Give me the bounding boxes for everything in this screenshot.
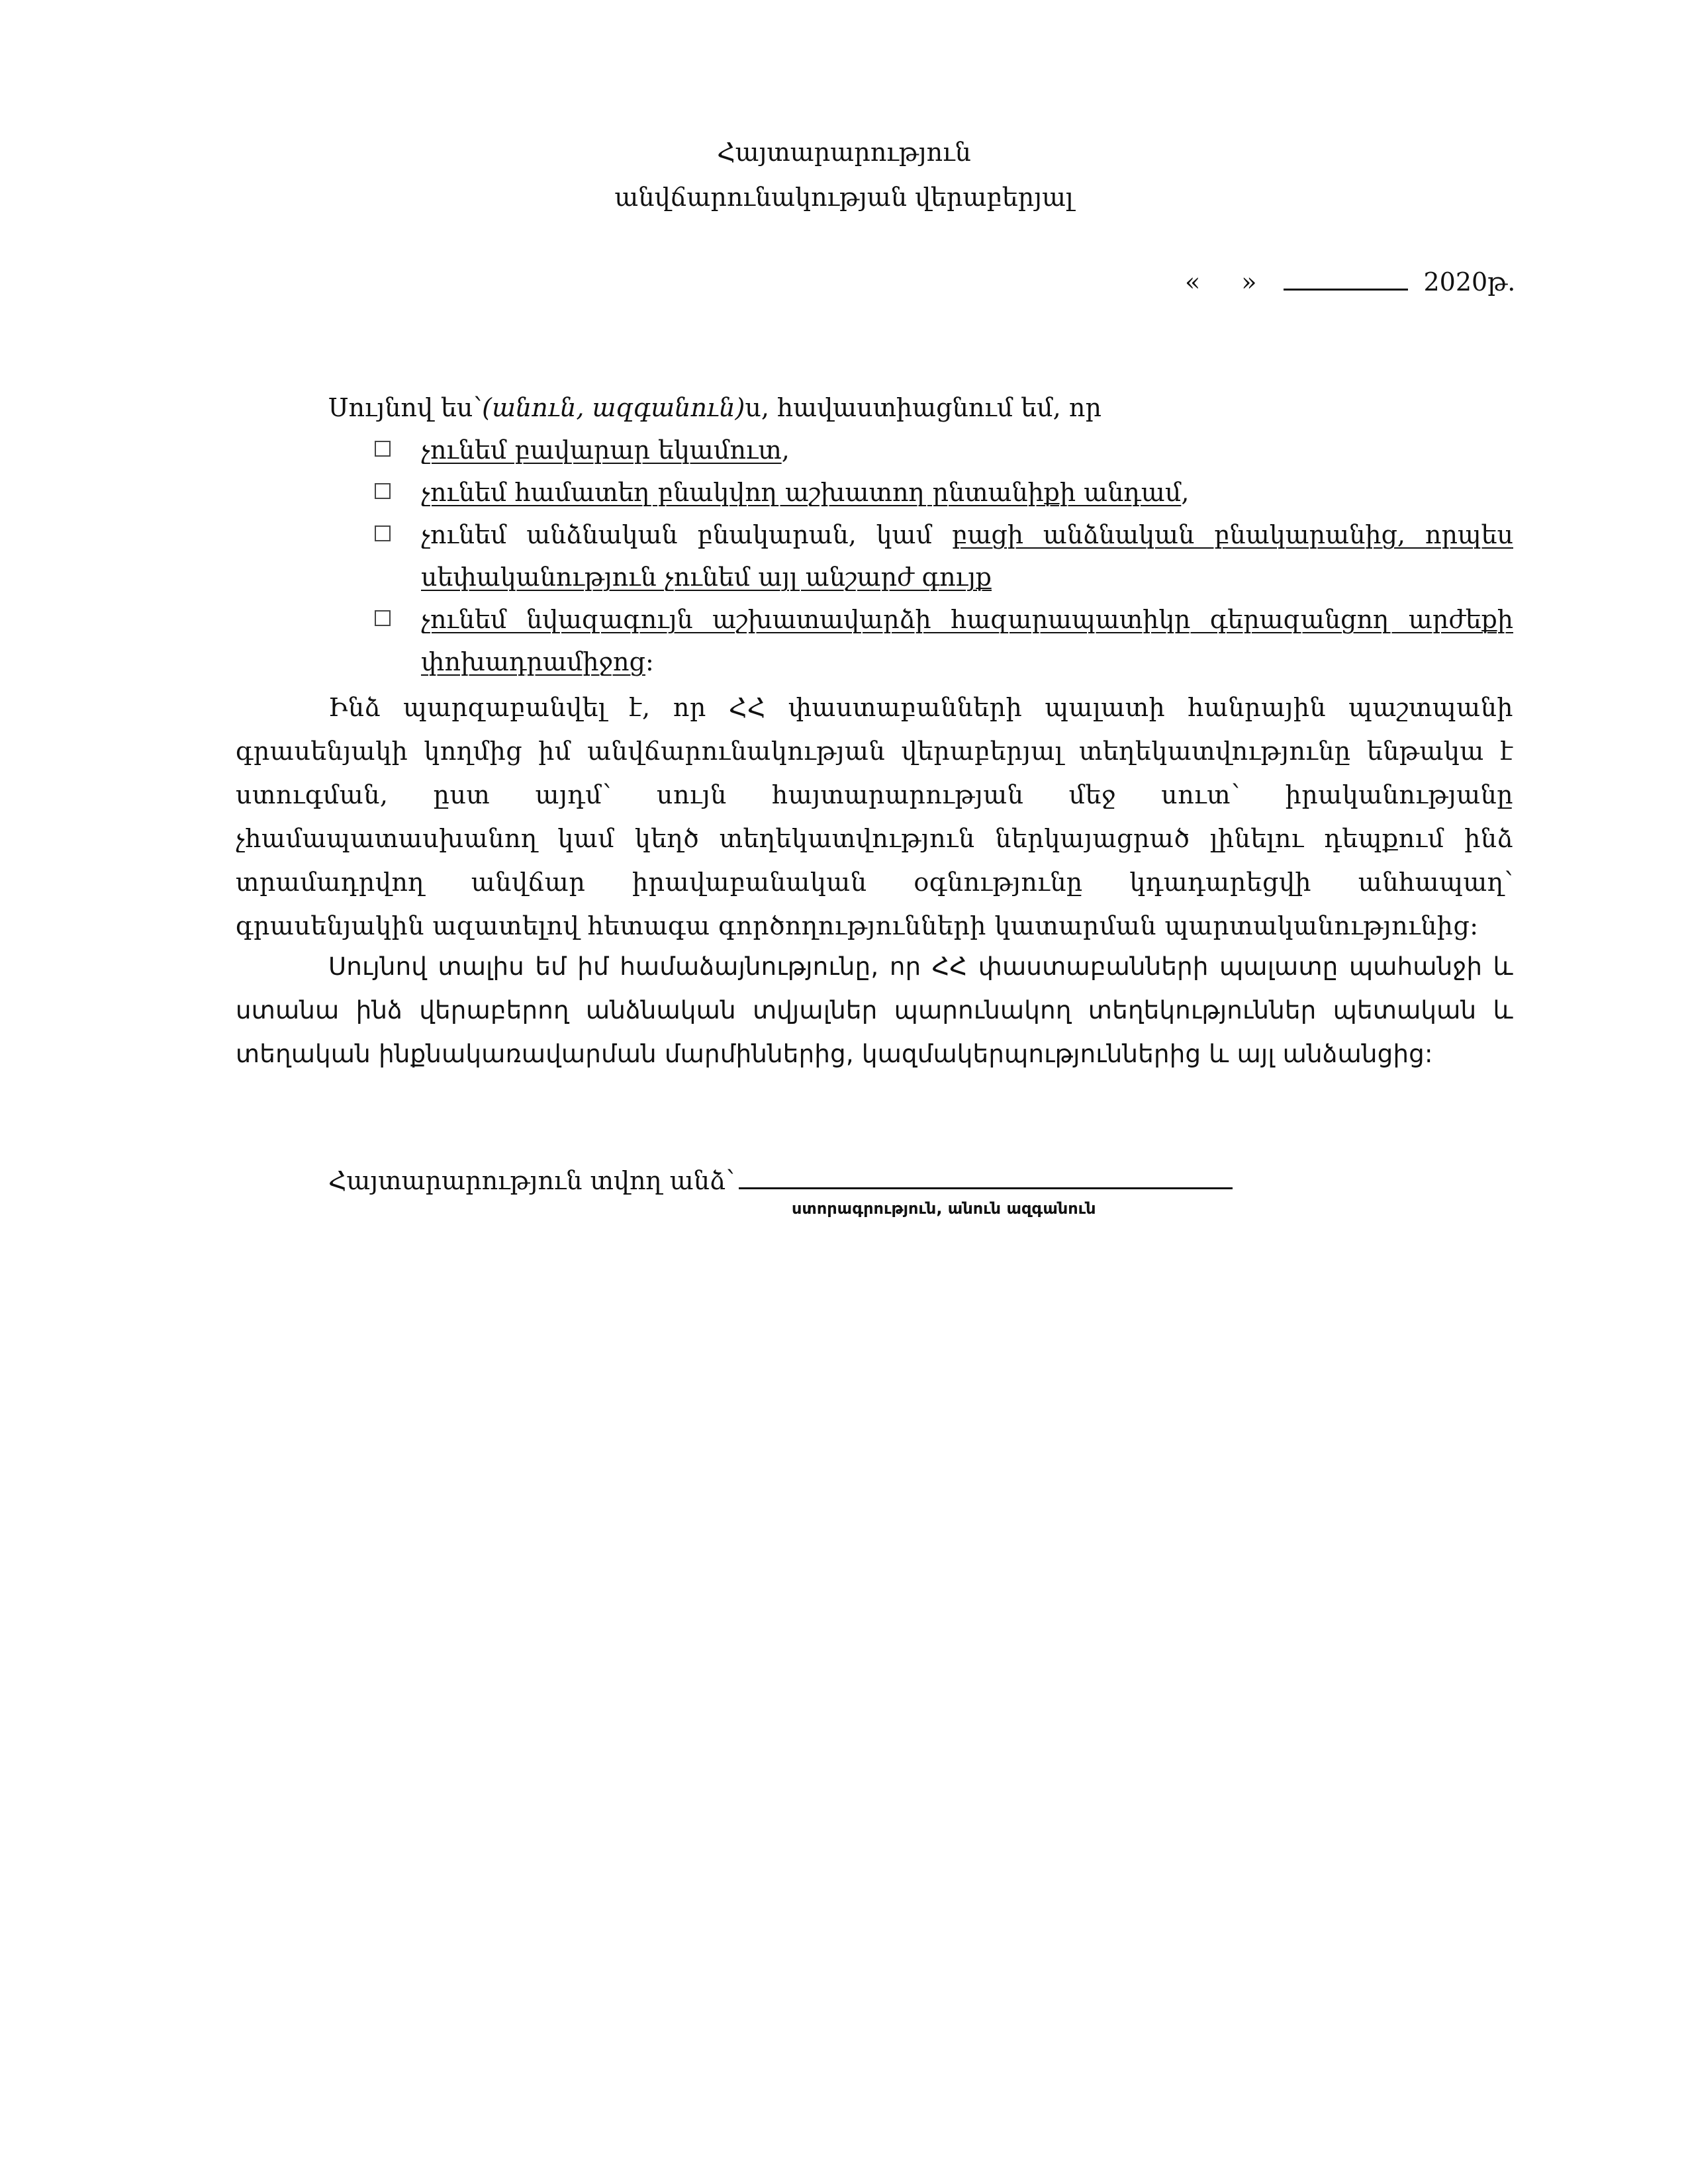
checklist-item-text-plain: չունեմ անձնական բնակարան, կամ	[421, 520, 952, 549]
date-open-quote: «	[1185, 267, 1201, 296]
title-line-2: անվճարունակության վերաբերյալ	[614, 183, 1074, 212]
title-line-1: Հայտարարություն	[717, 138, 971, 167]
clarification-paragraph: Ինձ պարզաբանվել է, որ ՀՀ փաստաբանների պալատի հանրային պաշտպանի գրասենյակի կողմից իմ անվճարունակության վերաբերյալ տեղեկատվությունը ենթակա է ստուգման, ըստ այդմ՝ սույն հայտարարության մեջ սուտ՝ իրականությանը չհամապատասխանող կամ կեղծ տեղեկատվություն ներկայացրած լինելու դեպքում ինձ տրամադրվող անվճար իրավաբանական օգնությունը կդադարեցվի անհապաղ՝ գրասենյակին ազատելով հետագա գործողությունների կատարման պարտականությունից:	[236, 693, 1513, 940]
checklist-item-text: չունեմ բավարար եկամուտ	[421, 435, 782, 465]
intro-suffix: ս, հավաստիացնում եմ, որ	[745, 393, 1102, 422]
intro-line	[328, 387, 1102, 429]
intro-prefix: Սույնով ես՝	[328, 393, 483, 422]
signature-line	[328, 1160, 1233, 1201]
date-close-quote: »	[1241, 267, 1257, 296]
checklist-item-text: չունեմ համատեղ բնակվող աշխատող ընտանիքի անդամ	[421, 478, 1182, 507]
document-title	[0, 130, 1688, 220]
signature-caption: ստորագրություն, անուն ազգանուն	[792, 1199, 1096, 1218]
checklist-item-tail: :	[645, 647, 654, 676]
checklist-item-tail: ,	[781, 435, 790, 465]
date-year: 2020թ.	[1423, 267, 1516, 296]
checkbox-icon[interactable]	[375, 483, 391, 499]
checklist-item-tail: ,	[1181, 478, 1190, 507]
checklist-item	[375, 429, 1513, 471]
consent-paragraph: Սույնով տալիս եմ իմ համաձայնությունը, որ ՀՀ փաստաբանների պալատը պահանջի և ստանա ինձ վերաբերող անձնական տվյալներ պարունակող տեղեկություններ պետական և տեղական ինքնակառավարման մարմիններից, կազմակերպություններից և այլ անձանցից:	[236, 952, 1513, 1068]
declaration-checklist	[375, 429, 1513, 683]
checklist-item-text: բացի անձնական բնակարանից, որպես սեփականություն չունեմ այլ անշարժ գույք	[421, 520, 1513, 592]
date-blank-field	[1284, 259, 1408, 291]
checklist-item	[375, 514, 1513, 598]
checklist-item	[375, 471, 1513, 514]
checkbox-icon[interactable]	[375, 610, 391, 626]
checklist-item	[375, 598, 1513, 683]
name-placeholder: (անուն, ազգանուն)	[482, 393, 745, 422]
checkbox-icon[interactable]	[375, 441, 391, 457]
signature-field[interactable]	[739, 1160, 1233, 1189]
checklist-item-text: չունեմ նվազագույն աշխատավարձի հազարապատիկը գերազանցող արժեքի փոխադրամիջոց	[421, 605, 1513, 676]
signature-label: Հայտարարություն տվող անձ՝	[328, 1166, 735, 1195]
date-line	[1185, 259, 1515, 302]
checkbox-icon[interactable]	[375, 525, 391, 541]
